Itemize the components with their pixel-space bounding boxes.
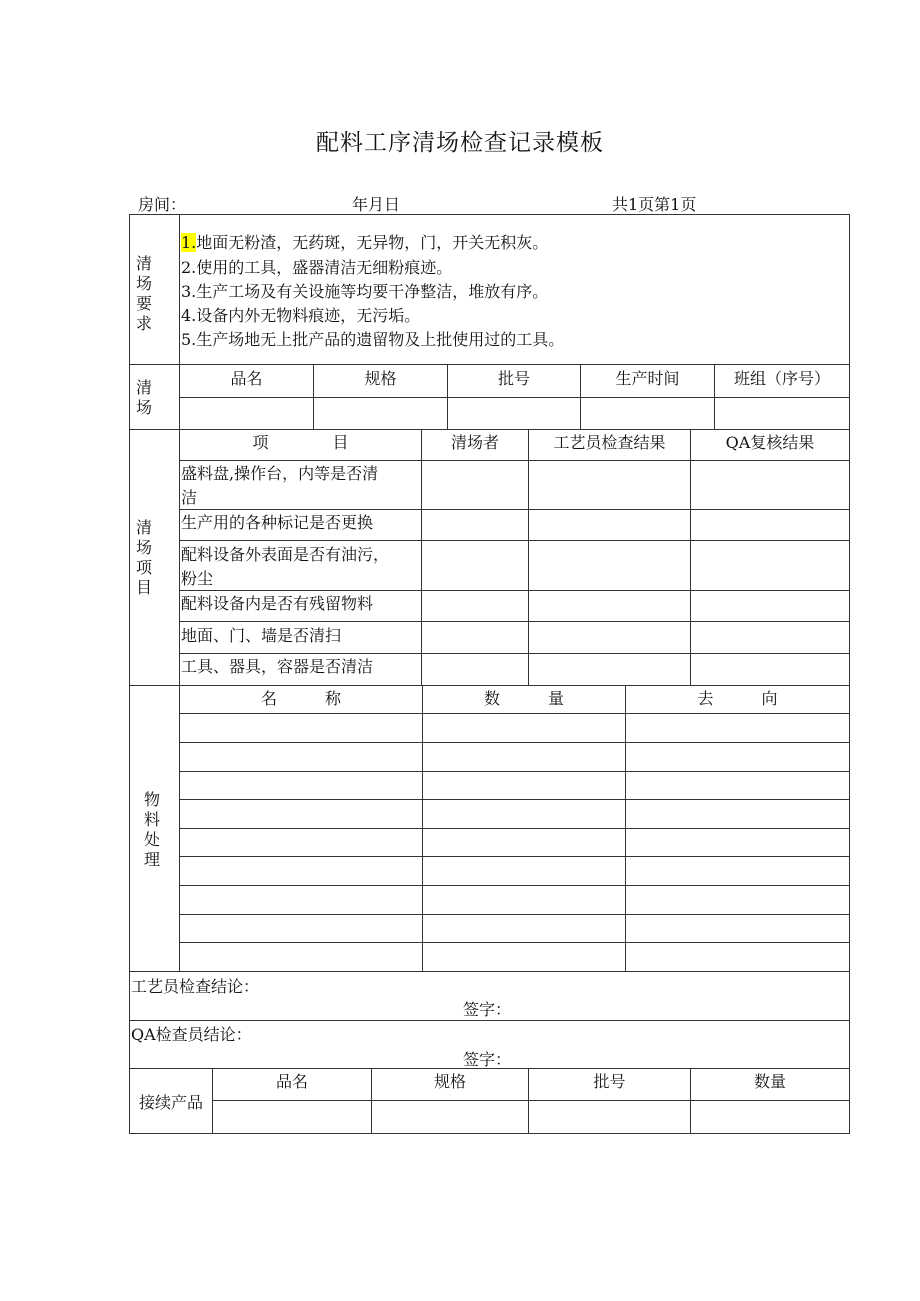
col-cleaner: 清场者	[450, 433, 499, 452]
tech-conclusion-label: 工艺员检查结论：	[131, 977, 260, 996]
next-col-product-name: 品名	[275, 1072, 308, 1091]
requirement-1: 1.地面无粉渣，无药斑，无异物，门，开关无积灰。	[181, 233, 549, 252]
requirement-3: 3.生产工场及有关设施等均要干净整洁，堆放有序。	[181, 282, 549, 301]
col-team: 班组（序号）	[733, 369, 830, 388]
requirement-2: 2.使用的工具，盛器清洁无细粉痕迹。	[181, 258, 453, 277]
col-qa-result: QA复核结果	[725, 433, 815, 452]
date-label: 年月日	[352, 195, 401, 214]
col-item: 项 目	[252, 433, 349, 452]
col-tech-result: 工艺员检查结果	[553, 433, 666, 452]
page-title: 配料工序清场检查记录模板	[316, 130, 604, 156]
next-col-spec: 规格	[433, 1072, 466, 1091]
item-row-2: 生产用的各种标记是否更换	[181, 513, 374, 532]
col-material-name: 名 称	[260, 689, 341, 708]
room-label: 房间：	[138, 195, 187, 214]
tech-signature-label: 签字：	[463, 1000, 512, 1019]
item-row-1: 盛料盘,操作台，内等是否清	[181, 464, 379, 483]
col-batch: 批号	[497, 369, 530, 388]
page-count: 共1页第1页	[612, 195, 697, 214]
next-col-quantity: 数量	[753, 1072, 786, 1091]
col-production-time: 生产时间	[615, 369, 680, 388]
item-row-4: 配料设备内是否有残留物料	[181, 594, 374, 613]
next-col-batch: 批号	[593, 1072, 626, 1091]
material-label: 物料处理	[143, 790, 160, 869]
col-product-name: 品名	[230, 369, 263, 388]
col-destination: 去 向	[697, 689, 778, 708]
requirement-4: 4.设备内外无物料痕迹，无污垢。	[181, 306, 421, 325]
clearance-label: 清场	[135, 378, 152, 417]
qa-conclusion-label: QA检查员结论：	[131, 1025, 252, 1044]
item-row-1-cont: 洁	[181, 488, 198, 507]
col-quantity: 数 量	[483, 689, 564, 708]
item-row-3-cont: 粉尘	[181, 569, 214, 588]
requirement-5: 5.生产场地无上批产品的遗留物及上批使用过的工具。	[181, 330, 565, 349]
requirements-label: 清场要求	[135, 254, 152, 333]
qa-signature-label: 签字：	[463, 1050, 512, 1069]
items-label: 清场项目	[135, 518, 152, 597]
col-spec: 规格	[364, 369, 397, 388]
item-row-3: 配料设备外表面是否有油污，	[181, 545, 390, 564]
next-product-label: 接续产品	[138, 1093, 203, 1112]
item-row-5: 地面、门、墙是否清扫	[181, 626, 342, 645]
item-row-6: 工具、器具，容器是否清洁	[181, 657, 374, 676]
